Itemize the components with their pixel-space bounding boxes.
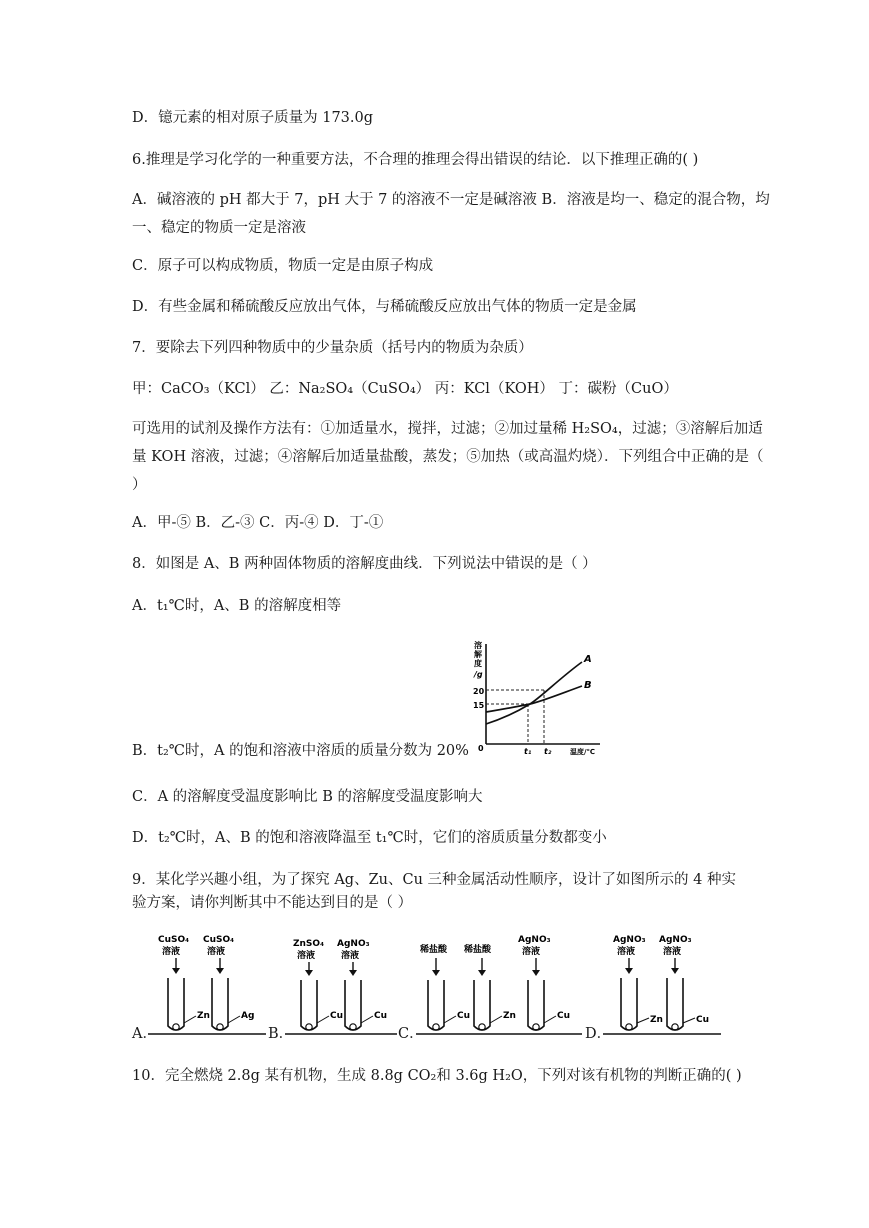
svg-text:AgNO₃: AgNO₃	[659, 935, 692, 945]
svg-text:CuSO₄: CuSO₄	[158, 935, 190, 945]
svg-text:溶液: 溶液	[297, 951, 316, 961]
svg-text:Cu: Cu	[557, 1011, 571, 1021]
curve-b-label: B	[584, 680, 592, 691]
solubility-curve-figure	[470, 638, 612, 758]
ylabel-unit: /g	[474, 670, 483, 679]
q10-stem: 10．完全燃烧 2.8g 某有机物，生成 8.8g CO₂和 3.6g H₂O，下列对该有机物的判断正确的( )	[132, 1068, 742, 1084]
origin-label: 0	[478, 744, 484, 753]
svg-text:Zn: Zn	[650, 1015, 663, 1025]
q7-stem: 7．要除去下列四种物质中的少量杂质（括号内的物质为杂质）	[132, 340, 533, 356]
curve-a	[486, 662, 582, 724]
svg-text:溶液: 溶液	[162, 947, 181, 957]
svg-text:Ag: Ag	[241, 1011, 255, 1021]
q7-items: 甲：CaCO₃（KCl） 乙：Na₂SO₄（CuSO₄） 丙：KCl（KOH） 丁：碳粉（CuO）	[132, 381, 678, 397]
svg-text:溶液: 溶液	[617, 947, 636, 957]
svg-text:稀盐酸: 稀盐酸	[420, 945, 448, 955]
svg-text:Cu: Cu	[696, 1015, 710, 1025]
ylabel-char-2: 解	[474, 650, 482, 659]
q7-methods: 可选用的试剂及操作方法有：①加适量水，搅拌，过滤；②加过量稀 H₂SO₄，过滤；③溶解后加适量 KOH 溶液，过滤；④溶解后加适量盐酸，蒸发；⑤加热（或高温灼烧）．下列组合中正确的是（ ）	[132, 421, 764, 493]
ylabel-char-1: 溶	[474, 641, 482, 650]
q9-figure-b	[285, 930, 397, 1040]
q8-option-a: A．t₁℃时，A、B 的溶解度相等	[132, 598, 342, 614]
svg-text:AgNO₃: AgNO₃	[613, 935, 646, 945]
svg-text:Zn: Zn	[197, 1011, 210, 1021]
q9-letter-b: B．	[268, 1026, 294, 1042]
q9-stem-line1: 9．某化学兴趣小组，为了探究 Ag、Zu、Cu 三种金属活动性顺序，设计了如图所示的 4 种实	[132, 872, 736, 888]
svg-text:溶液: 溶液	[522, 947, 541, 957]
q9-letter-d: D．	[585, 1026, 612, 1042]
q9-figure-d	[603, 930, 721, 1040]
svg-text:AgNO₃: AgNO₃	[337, 939, 370, 949]
x-tick-t1: t₁	[524, 747, 532, 756]
svg-text:稀盐酸: 稀盐酸	[464, 945, 492, 955]
svg-text:Cu: Cu	[330, 1011, 344, 1021]
q6-option-a-b: A．碱溶液的 pH 都大于 7，pH 大于 7 的溶液不一定是碱溶液 B．溶液是均一、稳定的混合物，均一、稳定的物质一定是溶液	[132, 192, 770, 236]
q8-stem: 8．如图是 A、B 两种固体物质的溶解度曲线．下列说法中错误的是（ ）	[132, 556, 597, 572]
svg-text:AgNO₃: AgNO₃	[518, 935, 551, 945]
q8-option-c: C．A 的溶解度受温度影响比 B 的溶解度受温度影响大	[132, 789, 483, 805]
q9-figure-c	[416, 930, 582, 1040]
q9-letter-a: A．	[132, 1026, 157, 1042]
q8-option-b: B．t₂℃时，A 的饱和溶液中溶质的质量分数为 20%	[132, 743, 469, 759]
svg-text:Cu: Cu	[457, 1011, 471, 1021]
q6-option-c: C．原子可以构成物质，物质一定是由原子构成	[132, 258, 434, 274]
svg-text:溶液: 溶液	[663, 947, 682, 957]
q5-option-d: D．镱元素的相对原子质量为 173.0g	[132, 110, 374, 126]
y-tick-15: 15	[473, 701, 485, 710]
q9-figure-a	[148, 930, 266, 1040]
svg-text:Zn: Zn	[503, 1011, 516, 1021]
q6-stem: 6.推理是学习化学的一种重要方法，不合理的推理会得出错误的结论．以下推理正确的( )	[132, 152, 699, 168]
q9-stem-line2: 验方案，请你判断其中不能达到目的是（ ）	[132, 895, 413, 911]
svg-text:CuSO₄: CuSO₄	[203, 935, 235, 945]
q6-option-d: D．有些金属和稀硫酸反应放出气体，与稀硫酸反应放出气体的物质一定是金属	[132, 299, 637, 315]
curve-a-label: A	[584, 654, 592, 665]
x-tick-t2: t₂	[544, 747, 552, 756]
q7-options: A．甲-⑤ B．乙-③ C．丙-④ D．丁-①	[132, 515, 384, 531]
y-axis-label	[473, 640, 483, 679]
svg-text:ZnSO₄: ZnSO₄	[293, 939, 325, 949]
svg-text:Cu: Cu	[374, 1011, 388, 1021]
y-tick-20: 20	[473, 687, 485, 696]
q8-option-d: D．t₂℃时，A、B 的饱和溶液降温至 t₁℃时，它们的溶质质量分数都变小	[132, 830, 607, 846]
x-axis-label: 温度/℃	[570, 748, 596, 756]
svg-text:溶液: 溶液	[207, 947, 226, 957]
svg-text:溶液: 溶液	[341, 951, 360, 961]
ylabel-char-3: 度	[474, 659, 482, 668]
q9-letter-c: C．	[398, 1026, 424, 1042]
